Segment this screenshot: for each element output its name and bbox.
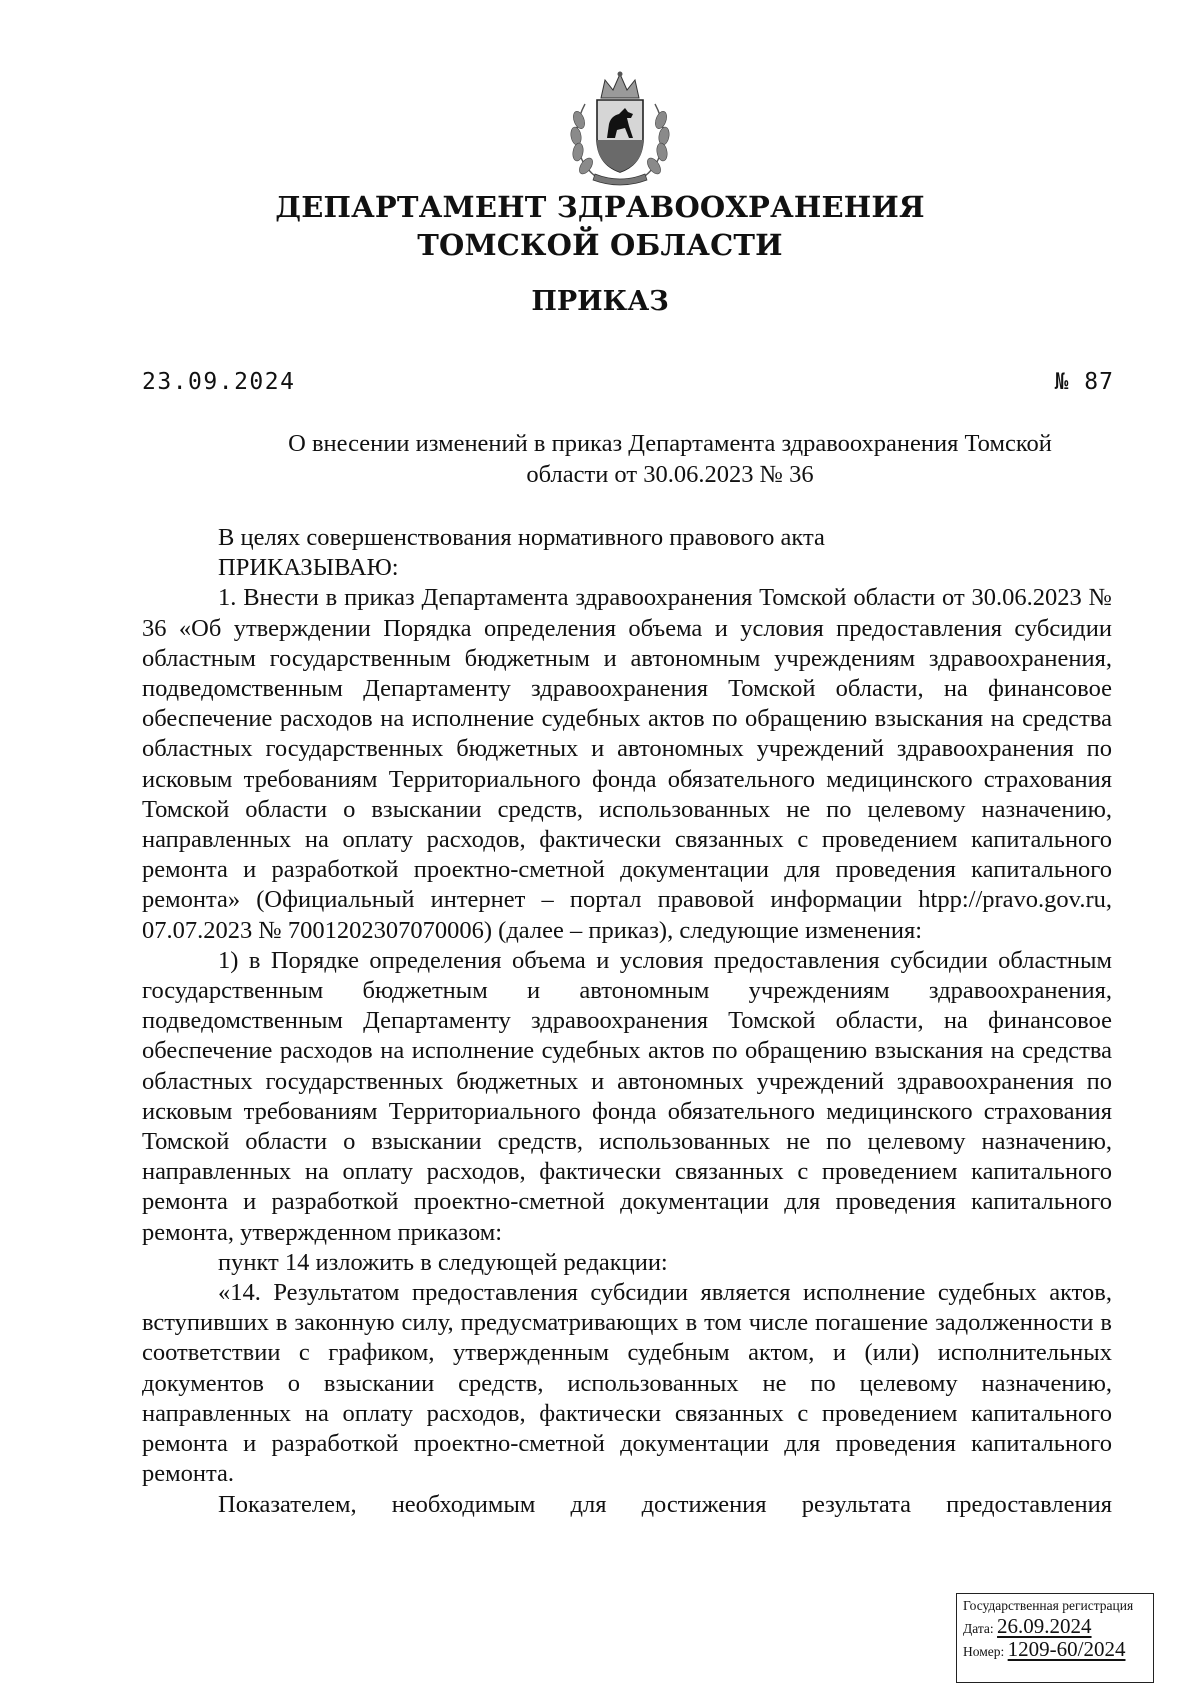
order-number: № 87 <box>1054 369 1114 395</box>
registration-title: Государственная регистрация <box>963 1598 1134 1613</box>
registration-number-line <box>963 1637 1147 1661</box>
department-title-line2: ТОМСКОЙ ОБЛАСТИ <box>417 228 783 262</box>
document-type: ПРИКАЗ <box>531 286 669 317</box>
order-subject-line2: области от 30.06.2023 № 36 <box>526 461 814 488</box>
order-date: 23.09.2024 <box>142 369 296 395</box>
registration-date-value: 26.09.2024 <box>997 1614 1092 1638</box>
paragraph-point-14-text: «14. Результатом предоставления субсидии является исполнение судебных актов, вступивших в законную силу, предусматривающих в том числе погашение задолженности в соответствии с графиком, утвержденным судебным актом, и (или) исполнительных документов о взыскании средств, использованных не по целевому назначению, направленных на оплату расходов, фактически связанных с проведением капитального ремонта и разработкой проектно-сметной документации для проведения капитального ремонта. <box>142 1279 1112 1488</box>
department-title-line1: ДЕПАРТАМЕНТ ЗДРАВООХРАНЕНИЯ <box>275 190 925 224</box>
preamble: В целях совершенствования нормативного правового акта <box>218 524 825 551</box>
registration-date-label: Дата: <box>963 1621 994 1636</box>
paragraph-point-14-intro: пункт 14 изложить в следующей редакции: <box>218 1248 668 1276</box>
registration-date-line <box>963 1614 1147 1638</box>
order-subject <box>250 428 1090 490</box>
registration-stamp <box>956 1593 1154 1683</box>
order-subject-line1: О внесении изменений в приказ Департамента здравоохранения Томской <box>288 430 1052 457</box>
subclause-1: 1) в Порядке определения объема и условия предоставления субсидии областным государственным бюджетным и автономным учреждениям здравоохранения, подведомственным Департаменту здравоохранения Томской области, на финансовое обеспечение расходов на исполнение судебных актов по обращению взыскания на средства областных государственных бюджетных и автономных учреждений здравоохранения по исковым требованиям Территориального фонда обязательного медицинского страхования Томской области о взыскании средств, использованных не по целевому назначению, направленных на оплату расходов, фактически связанных с проведением капитального ремонта и разработкой проектно-сметной документации для проведения капитального ремонта, утвержденном приказом: <box>142 946 1112 1246</box>
clause-1: 1. Внести в приказ Департамента здравоохранения Томской области от 30.06.2023 № 36 «Об утверждении Порядка определения объема и условия предоставления субсидии областным государственным бюджетным и автономным учреждениям здравоохранения, подведомственным Департаменту здравоохранения Томской области, на финансовое обеспечение расходов на исполнение судебных актов по обращению взыскания на средства областных государственных бюджетных и автономных учреждений здравоохранения по исковым требованиям Территориального фонда обязательного медицинского страхования Томской области о взыскании средств, использованных не по целевому назначению, направленных на оплату расходов, фактически связанных с проведением капитального ремонта и разработкой проектно-сметной документации для проведения капитального ремонта» (Официальный интернет – портал правовой информации htpp://pravo.gov.ru, 07.07.2023 № 7001202307070006) (далее – приказ), следующие изменения: <box>142 584 1112 944</box>
paragraph-indicator: Показателем, необходимым для достижения результата предоставления <box>218 1490 1112 1518</box>
registration-number-value: 1209-60/2024 <box>1007 1637 1126 1661</box>
department-title <box>0 188 1200 264</box>
order-body <box>142 523 1112 1520</box>
order-directive: ПРИКАЗЫВАЮ: <box>218 554 399 582</box>
registration-number-label: Номер: <box>963 1644 1005 1659</box>
tomsk-oblast-coat-of-arms-icon <box>565 68 675 186</box>
